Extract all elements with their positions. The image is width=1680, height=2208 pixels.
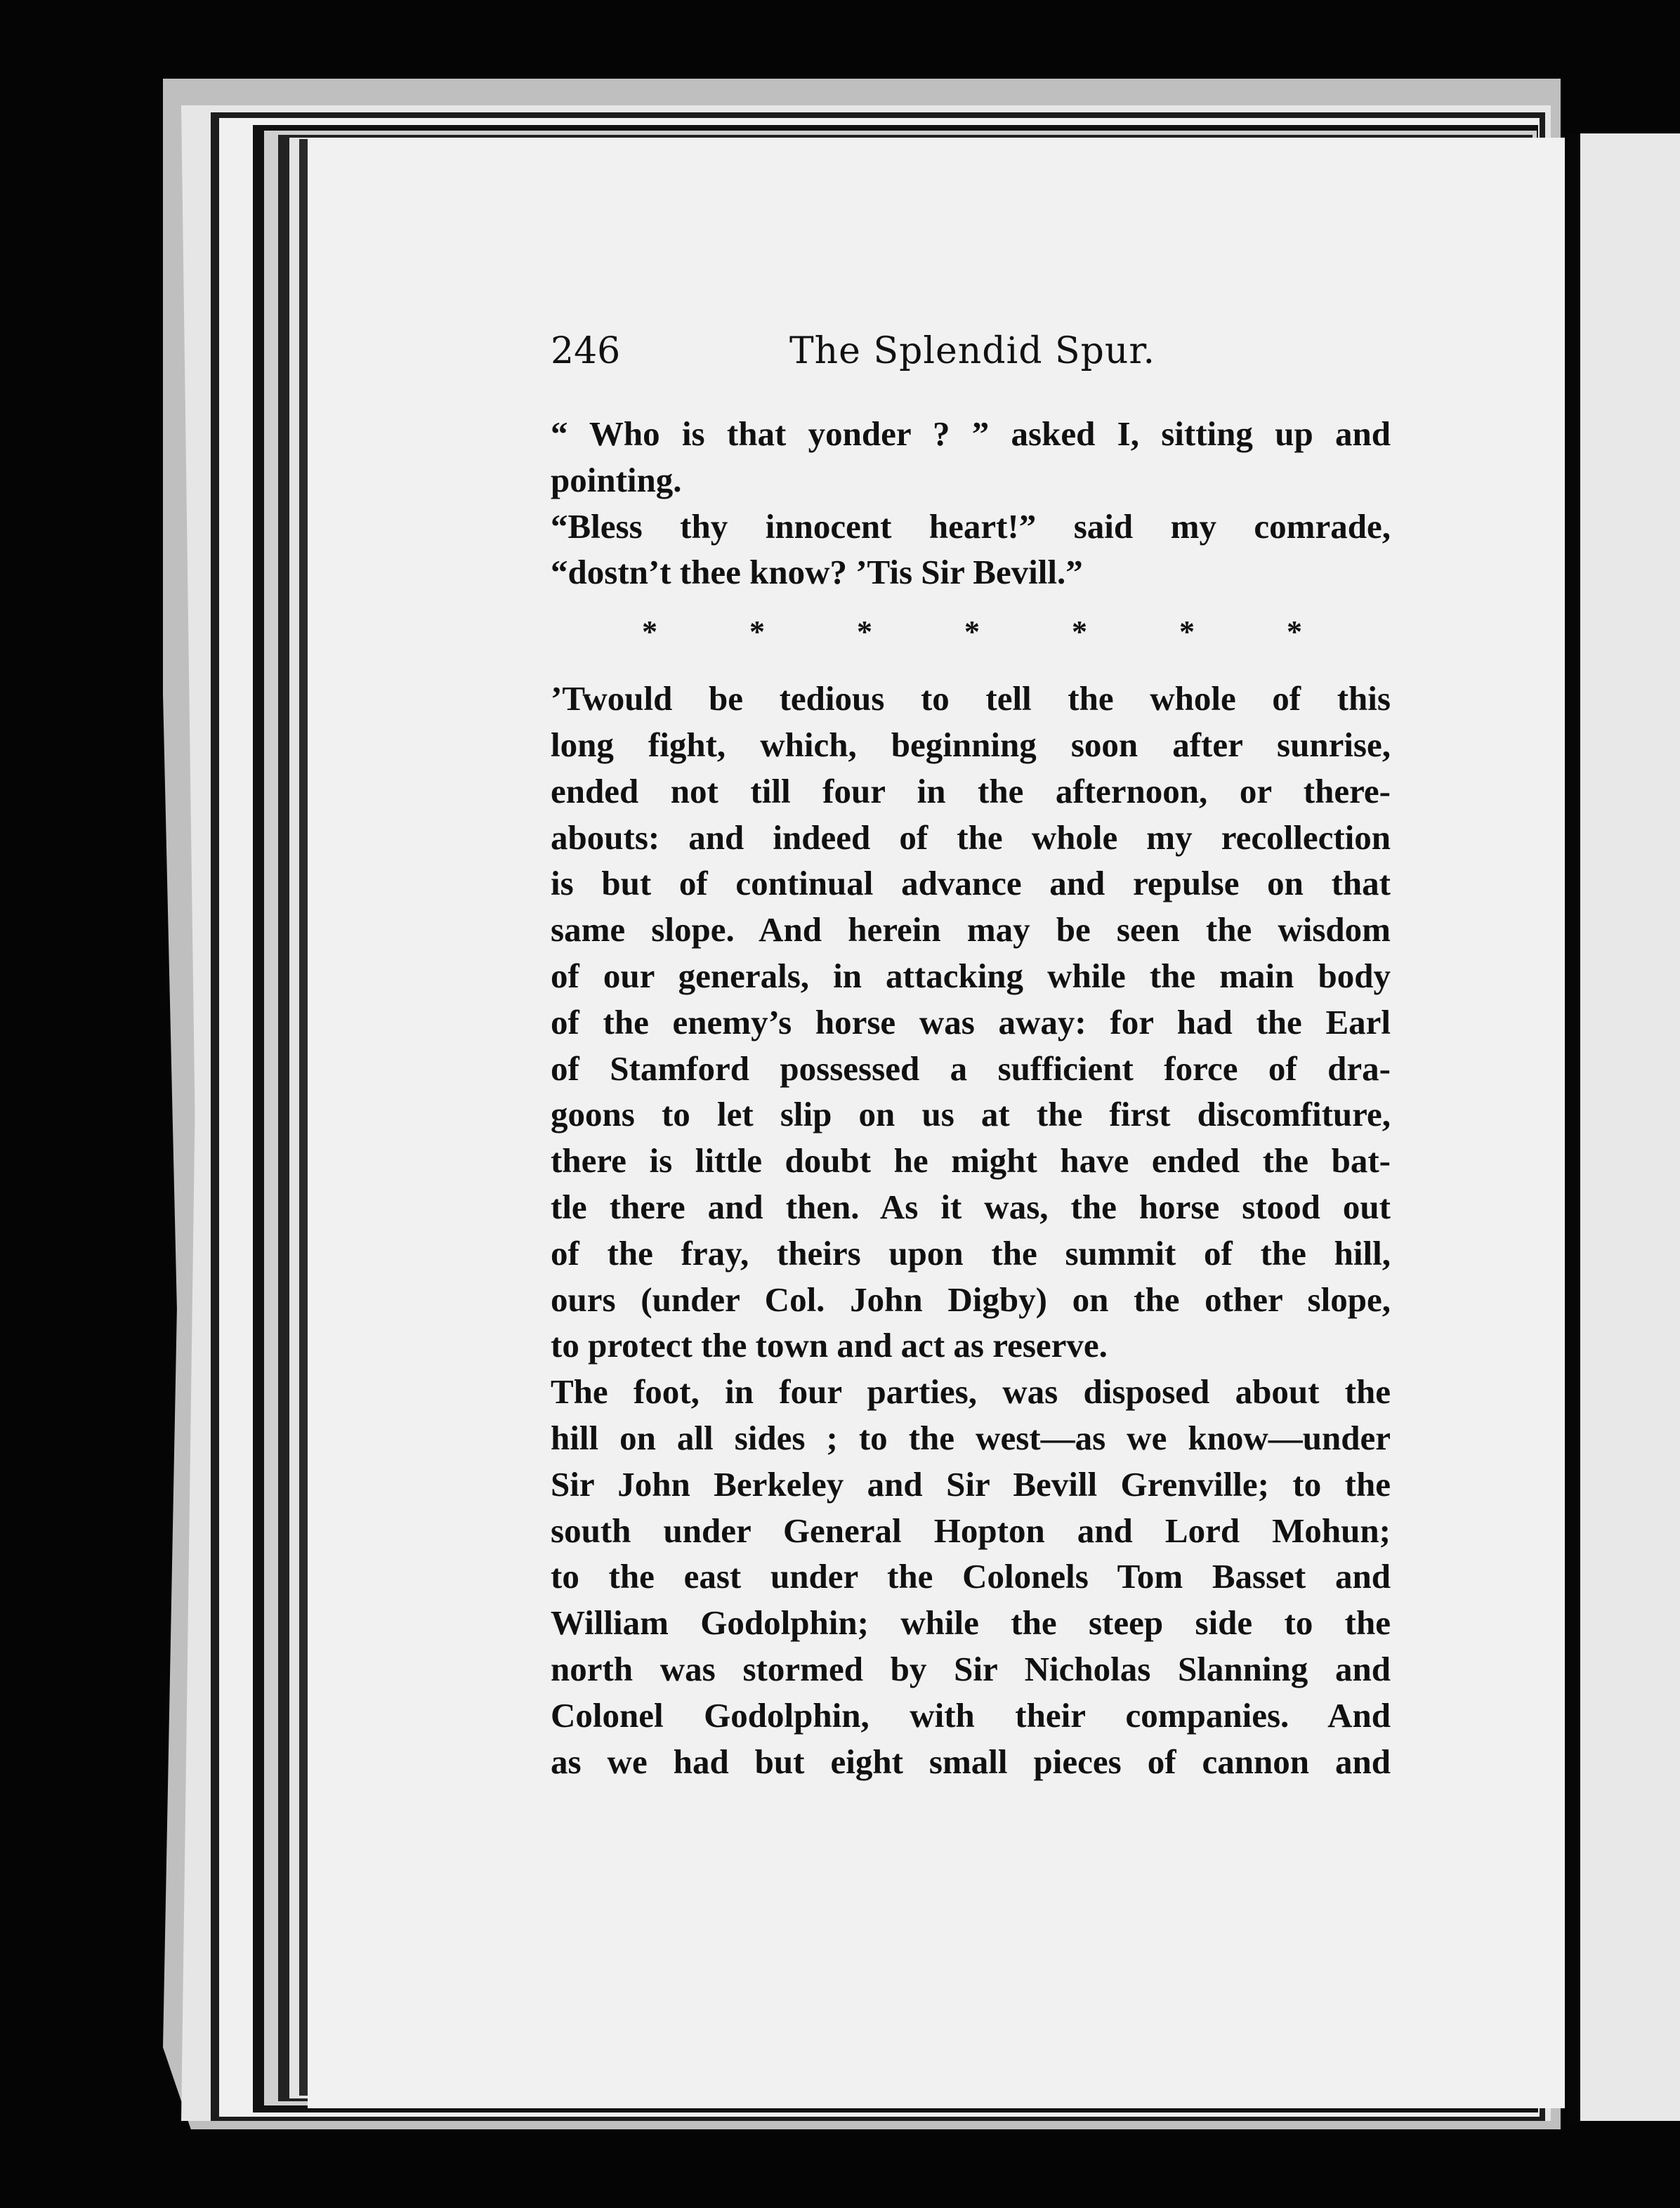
text-line: “Bless thy innocent heart!” said my comrade,	[551, 506, 1391, 546]
text-line: north was stormed by Sir Nicholas Slanning and	[551, 1649, 1391, 1688]
text-line: Colonel Godolphin, with their companies. And	[551, 1695, 1391, 1735]
paragraph	[551, 504, 1391, 596]
asterisk: *	[857, 615, 872, 650]
text-line: goons to let slip on us at the first discomfiture,	[551, 1095, 1391, 1134]
asterisk: *	[1287, 615, 1302, 650]
text-line: long fight, which, beginning soon after sunrise,	[551, 725, 1391, 764]
paragraph	[551, 411, 1391, 504]
text-line: there is little doubt he might have ended the bat-	[551, 1141, 1391, 1181]
text-line: to the east under the Colonels Tom Basset and	[551, 1557, 1391, 1596]
text-line: ours (under Col. John Digby) on the other slope,	[551, 1280, 1391, 1319]
text-line: same slope. And herein may be seen the wisdom	[551, 910, 1391, 949]
text-line: “ Who is that yonder ? ” asked I, sitting up and	[551, 414, 1391, 453]
book-gutter	[1568, 133, 1580, 2121]
text-line: to protect the town and act as reserve.	[551, 1326, 1108, 1365]
text-line: tle there and then. As it was, the horse stood out	[551, 1187, 1391, 1226]
text-line: of the fray, theirs upon the summit of the hill,	[551, 1233, 1391, 1273]
text-line: “dostn’t thee know? ’Tis Sir Bevill.”	[551, 553, 1083, 592]
text-line: ’Twould be tedious to tell the whole of this	[551, 679, 1391, 718]
text-line: of our generals, in attacking while the main body	[551, 956, 1391, 995]
text-line: pointing.	[551, 460, 682, 499]
page-header	[551, 330, 1393, 386]
text-line: William Godolphin; while the steep side to the	[551, 1603, 1391, 1643]
asterisk: *	[964, 615, 980, 650]
text-line: is but of continual advance and repulse on that	[551, 864, 1391, 903]
text-line: Sir John Berkeley and Sir Bevill Grenville; to the	[551, 1464, 1391, 1504]
section-break	[642, 611, 1302, 676]
text-line: of Stamford possessed a sufficient force of dra-	[551, 1049, 1391, 1088]
running-title: The Splendid Spur.	[789, 330, 1156, 372]
asterisk: *	[642, 615, 657, 650]
text-line: The foot, in four parties, was disposed about the	[551, 1372, 1391, 1412]
asterisk: *	[1072, 615, 1087, 650]
body-text	[551, 411, 1391, 1785]
text-line: ended not till four in the afternoon, or there-	[551, 771, 1391, 810]
paragraph	[551, 1369, 1391, 1785]
text-line: as we had but eight small pieces of cannon and	[551, 1742, 1391, 1781]
paragraph	[551, 676, 1391, 1369]
facing-page-edge	[1580, 133, 1680, 2121]
text-line: south under General Hopton and Lord Mohun;	[551, 1511, 1391, 1550]
asterisk: *	[1179, 615, 1195, 650]
page-number: 246	[551, 330, 621, 372]
text-line: of the enemy’s horse was away: for had the Earl	[551, 1002, 1391, 1041]
asterisk: *	[749, 615, 765, 650]
text-line: abouts: and indeed of the whole my recollection	[551, 817, 1391, 857]
text-line: hill on all sides ; to the west—as we know—under	[551, 1418, 1391, 1457]
